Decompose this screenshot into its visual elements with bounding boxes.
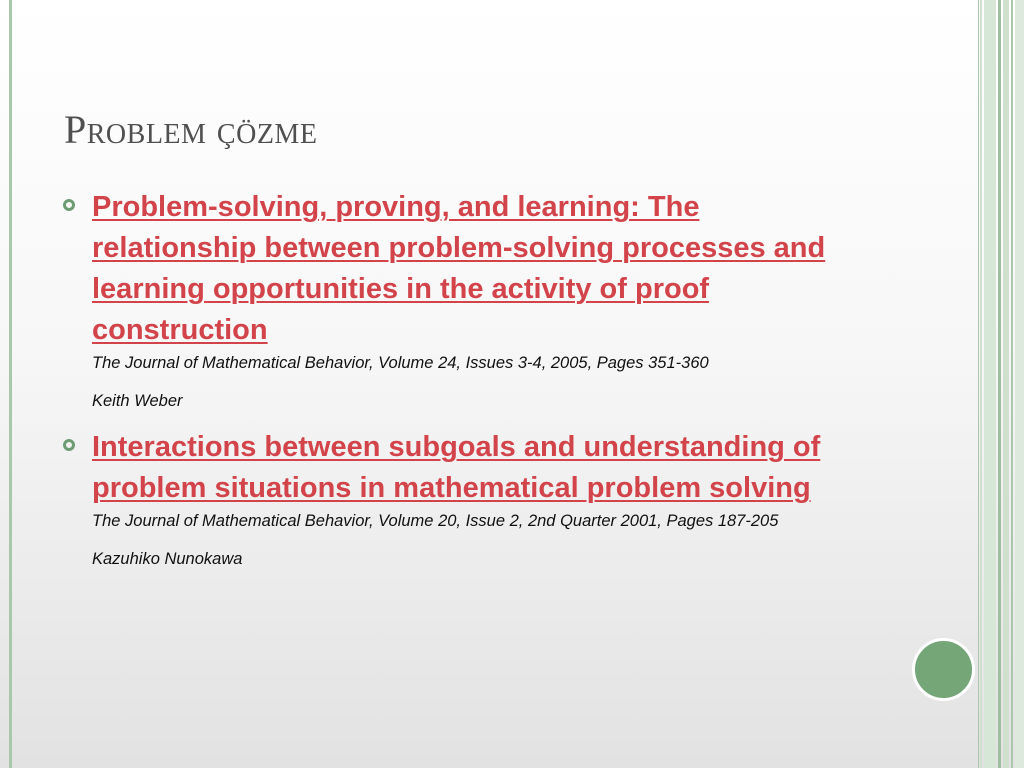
reference-item — [62, 427, 862, 571]
border-stripe — [978, 0, 979, 768]
author-name: Keith Weber — [92, 392, 183, 410]
circle-bullet-icon — [63, 439, 75, 451]
border-stripe — [1011, 0, 1013, 768]
border-stripe — [984, 0, 996, 768]
left-border-line — [9, 0, 12, 768]
border-stripe — [998, 0, 1001, 768]
journal-citation: The Journal of Mathematical Behavior, Volume 24, Issues 3-4, 2005, Pages 351-360 — [92, 354, 709, 372]
reference-list — [62, 187, 862, 571]
reference-item — [62, 187, 862, 413]
reference-link[interactable]: Interactions between subgoals and understanding of problem situations in mathematical problem solving — [92, 431, 821, 504]
border-stripe — [980, 0, 982, 768]
green-circle-decoration — [912, 638, 975, 701]
reference-link[interactable]: Problem-solving, proving, and learning: The relationship between problem-solving processes and learning opportunities in the activity of proof construction — [92, 191, 826, 346]
circle-bullet-icon — [63, 199, 75, 211]
right-border-stripes — [978, 0, 1024, 768]
journal-citation: The Journal of Mathematical Behavior, Volume 20, Issue 2, 2nd Quarter 2001, Pages 187-205 — [92, 512, 779, 530]
border-stripe — [1015, 0, 1024, 768]
author-name: Kazuhiko Nunokawa — [92, 550, 243, 568]
slide-title: Problem çözme — [64, 107, 318, 152]
border-stripe — [1003, 0, 1009, 768]
